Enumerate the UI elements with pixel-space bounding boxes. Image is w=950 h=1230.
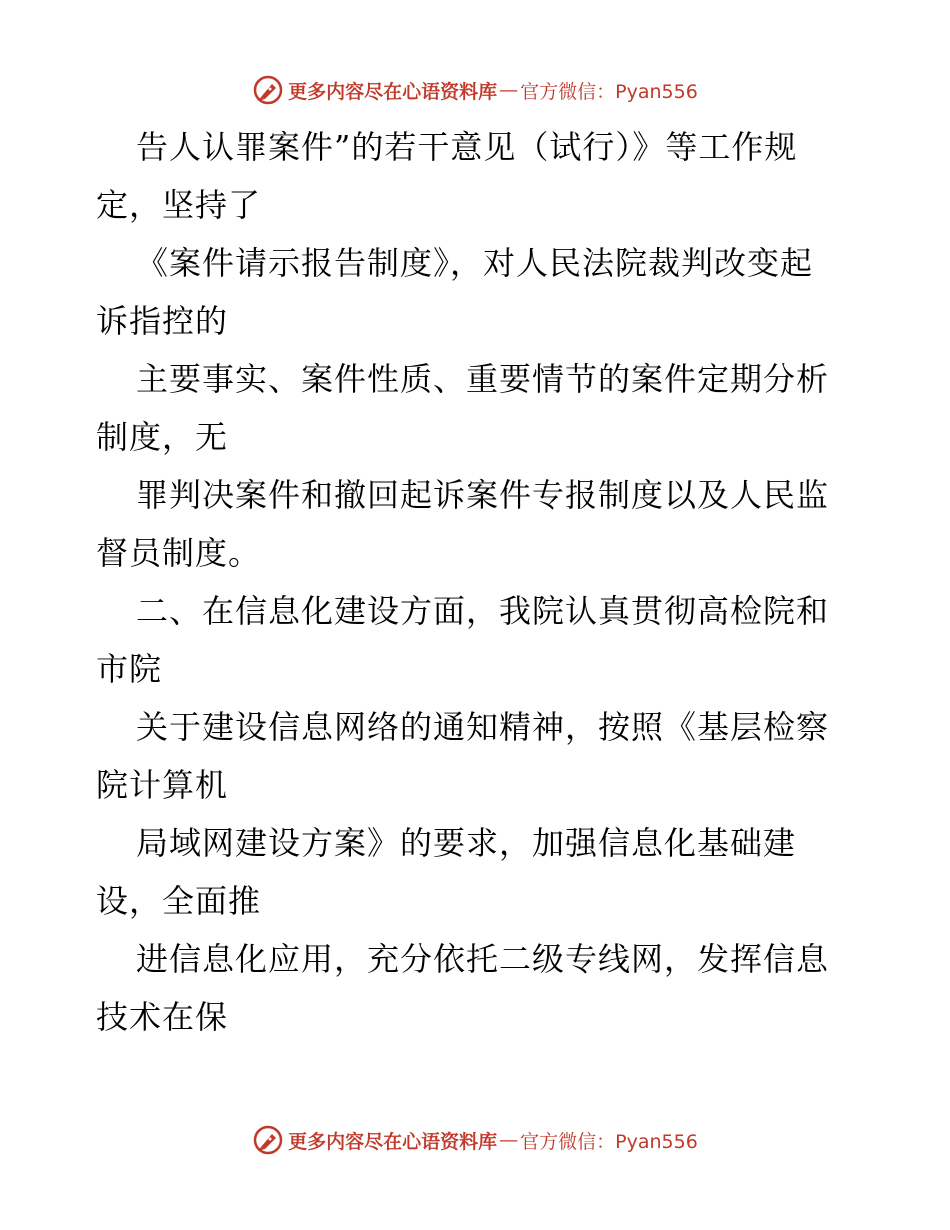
body-line: 诉指控的: [96, 302, 229, 340]
body-line: 罪判决案件和撤回起诉案件专报制度以及人民监: [136, 476, 830, 514]
body-line: 技术在保: [96, 998, 229, 1036]
banner-dash: —: [499, 1129, 519, 1151]
footer-banner: [0, 1120, 950, 1160]
body-line: 关于建设信息网络的通知精神，按照《基层检察: [136, 708, 830, 746]
pen-nib-logo-icon: [252, 1124, 284, 1156]
document-body: [96, 118, 856, 1046]
body-line: 设，全面推: [96, 882, 262, 920]
body-line: 院计算机: [96, 766, 229, 804]
banner-site-text: 更多内容尽在心语资料库: [288, 1130, 498, 1153]
banner-wechat-text: 官方微信：Pyan556: [520, 80, 698, 103]
body-line: 制度，无: [96, 418, 229, 456]
body-line: 局域网建设方案》的要求，加强信息化基础建: [136, 824, 797, 862]
body-line: 主要事实、案件性质、重要情节的案件定期分析: [136, 360, 830, 398]
body-line: 定，坚持了: [96, 186, 262, 224]
banner-wechat-text: 官方微信：Pyan556: [520, 1130, 698, 1153]
banner-site-text: 更多内容尽在心语资料库: [288, 80, 498, 103]
pen-nib-logo-icon: [252, 74, 284, 106]
body-line: 进信息化应用，充分依托二级专线网，发挥信息: [136, 940, 830, 978]
banner-dash: —: [499, 79, 519, 101]
body-line: 二、在信息化建设方面，我院认真贯彻高检院和: [136, 592, 830, 630]
body-line: 告人认罪案件”的若干意见（试行）》等工作规: [136, 128, 798, 166]
body-line: 督员制度。: [96, 534, 262, 572]
body-line: 《案件请示报告制度》，对人民法院裁判改变起: [136, 244, 814, 282]
body-line: 市院: [96, 650, 163, 688]
header-banner: [0, 70, 950, 110]
